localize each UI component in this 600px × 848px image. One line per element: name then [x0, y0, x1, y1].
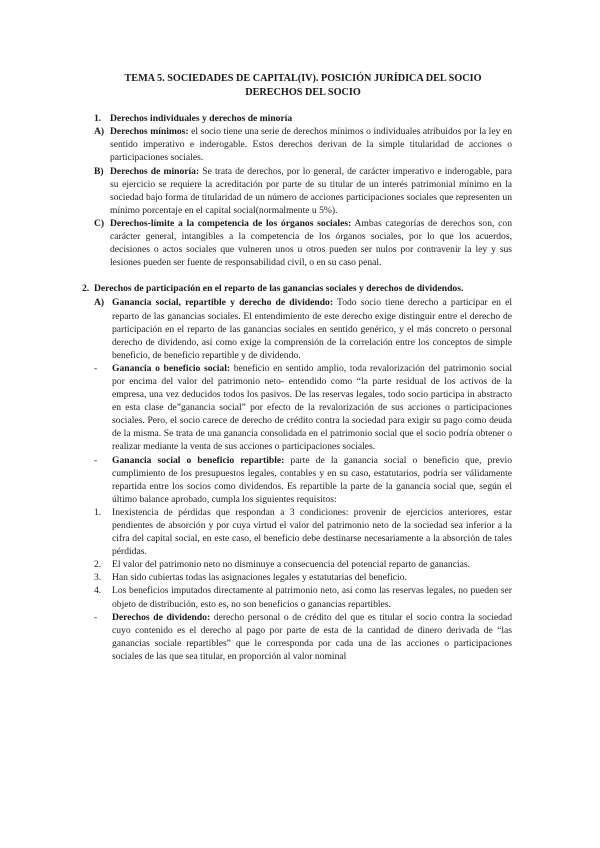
list-item — [94, 611, 512, 663]
item-lead: Derechos-límite a la competencia de los órganos sociales: — [110, 217, 352, 229]
item-body: parte de la ganancia social o beneficio que, previo cumplimiento de los presupuestos legales, contables y en su caso, estatutarios, podría ser válidamente repartida entre los socios como dividendos. Es repartible la parte de la ganancia social que, según el último balance aprobado, cumpla los siguientes requisitos: — [112, 454, 513, 505]
list-item — [94, 454, 512, 506]
item-body: Todo socio tiene derecho a participar en el reparto de las ganancias sociales. El entendimiento de este derecho exige distinguir entre el derecho de participación en el reparto de las ganancias sociales en sentido genérico, y el más concreto o personal derecho de dividendo, así como exige la comprensión de la correlación entre los conceptos de simple beneficio, de beneficio repartible y de dividendo. — [112, 297, 512, 361]
item-text — [112, 296, 512, 361]
item-marker: A) — [94, 126, 105, 138]
list-item — [94, 362, 512, 454]
document-title — [94, 72, 512, 99]
item-marker: B) — [94, 165, 104, 177]
item-marker: C) — [94, 217, 105, 229]
section-1-heading — [94, 112, 512, 125]
item-text: El valor del patrimonio neto no disminuye a consecuencia del potencial reparto de ganancias. — [112, 559, 471, 571]
list-item — [94, 125, 512, 164]
section-2-heading — [82, 282, 512, 295]
item-text: Han sido cubiertas todas las asignaciones legales y estatutarias del beneficio. — [112, 572, 407, 584]
item-body: Se trata de derechos, por lo general, de carácter imperativo e inderogable, para su ejercicio se requiere la acreditación por parte de su titular de un interés patrimonial mínimo en la sociedad bajo forma de titularidad de un número de acciones participaciones sociales que representen un mínimo porcentaje en el capital social(normalmente u 5%). — [110, 165, 513, 216]
section-gap — [94, 269, 512, 282]
item-marker: - — [94, 454, 98, 466]
section-number: 2. — [82, 283, 90, 295]
list-item — [94, 571, 512, 584]
item-marker: 4. — [94, 585, 102, 597]
title-line-1: TEMA 5. SOCIEDADES DE CAPITAL(IV). POSICIÓN JURÍDICA DEL SOCIO — [124, 73, 482, 84]
item-marker: 1. — [94, 506, 102, 518]
item-lead: Ganancia o beneficio social: — [112, 362, 231, 374]
item-lead: Derechos de minoría: — [110, 165, 200, 177]
section-number: 1. — [94, 113, 102, 125]
item-text — [112, 454, 512, 506]
item-text: Los beneficios imputados directamente al patrimonio neto, así como las reservas legales, no pueden ser objeto de distribución, esto es, no son beneficios o ganancias repartibles. — [112, 585, 512, 610]
item-body: Ambas categorías de derechos son, con carácter general, intangibles a la competencia de los órganos sociales, por lo que los acuerdos, decisiones o actos sociales que vulneren unos u otros pueden ser nulos por contravenir la ley y sus lesiones pueden ser fuente de responsabilidad civil, o en su caso penal. — [110, 217, 512, 269]
item-lead: Derechos mínimos: — [110, 126, 189, 138]
title-line-2: DERECHOS DEL SOCIO — [245, 86, 361, 98]
item-text — [110, 125, 512, 164]
item-text — [110, 217, 512, 269]
item-marker: 2. — [94, 559, 102, 571]
list-item — [94, 217, 512, 269]
list-item — [94, 165, 513, 217]
item-lead: Ganancia social, repartible y derecho de dividendo: — [112, 297, 334, 309]
item-text: Inexistencia de pérdidas que respondan a 3 condiciones: provenir de ejercicios anteriores, estar pendientes de absorción y por cuya virtud el valor del patrimonio neto de la sociedad sea inferior a la cifra del capital social, en este caso, el beneficio debe destinarse necesariamente a la absorción de tales pérdidas. — [112, 506, 512, 558]
list-item — [94, 506, 512, 558]
list-item — [94, 584, 512, 610]
item-text — [110, 165, 512, 217]
item-text — [112, 611, 512, 663]
section-2 — [82, 282, 513, 663]
item-marker: 3. — [94, 572, 102, 584]
item-text — [112, 362, 512, 454]
list-item — [94, 558, 512, 571]
item-marker: - — [94, 362, 98, 374]
item-marker: - — [94, 611, 98, 623]
item-body: beneficio en sentido amplio, toda revalorización del patrimonio social por encima del valor del patrimonio neto- entendido como “la parte residual de los activos de la empresa, una vez deducidos todos los pasivos. De las reservas legales, todo socio participa in abstracto en esta clase de”ganancia social” por efecto de la revalorización de sus acciones o participaciones sociales. Pero, el socio carece de derecho de crédito contra la sociedad para exigir su pago como deuda de la misma. Se trata de una ganancia consolidada en el patrimonio social que el socio podría obtener o realizar mediante la venta de sus acciones o participaciones sociales. — [112, 362, 512, 453]
item-body: derecho personal o de crédito del que es titular el socio contra la sociedad cuyo contenido es el derecho al pago por parte de esta de la cantidad de dinero derivada de “las ganancias sociale repartibles” que le corresponda por cada una de las acciones o participaciones sociales de las que sea titular, en proporción al valor nominal — [112, 611, 512, 662]
item-lead: Derechos de dividendo: — [112, 611, 211, 623]
item-marker: A) — [94, 297, 105, 309]
item-lead: Ganancia social o beneficio repartible: — [112, 454, 285, 466]
section-1 — [94, 112, 512, 269]
list-item — [94, 296, 512, 361]
section-title: Derechos individuales y derechos de minoría — [110, 113, 293, 125]
item-body: el socio tiene una serie de derechos mínimos o individuales atribuidos por la ley en sentido imperativo e inderogable. Estos derechos derivan de la simple titularidad de acciones o participaciones sociales. — [110, 126, 512, 164]
section-title: Derechos de participación en el reparto de las ganancias sociales y derechos de dividendos. — [94, 283, 464, 295]
